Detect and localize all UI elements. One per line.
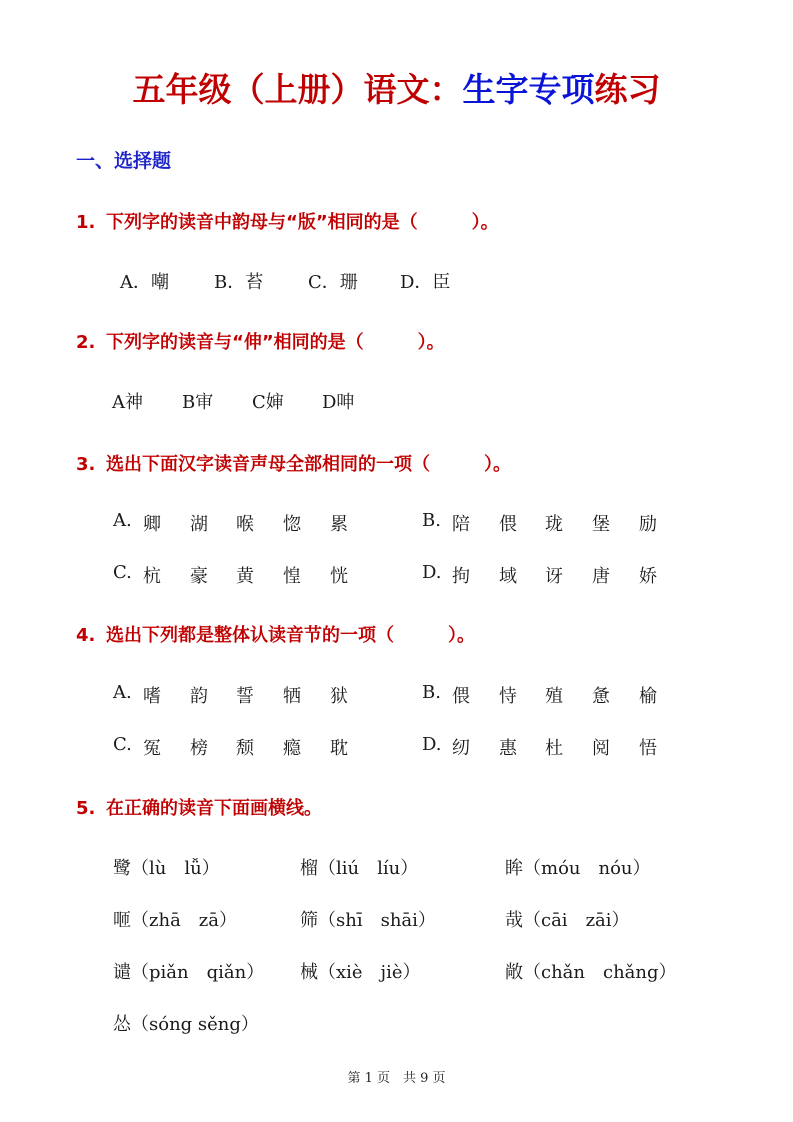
option-char: 颓 (236, 738, 254, 759)
pinyin-item: 哉（cāi zāi） (505, 910, 630, 931)
option-char: 榜 (190, 738, 208, 759)
option-char: 珑 (545, 514, 563, 535)
option-label: C. (113, 734, 132, 755)
option-char: 恃 (499, 686, 517, 707)
q2-option-d: D呻 (322, 392, 355, 413)
q1-option-a: A．嘲 (120, 272, 169, 293)
pinyin-item: 敞（chǎn chǎng） (505, 962, 677, 983)
page-title (0, 64, 793, 111)
option-label: A. (113, 510, 132, 531)
title-part-2: 生字专项 (462, 70, 595, 109)
option-label: D. (422, 734, 442, 755)
option-char: 黄 (236, 566, 254, 587)
pinyin-item: 榴（liú líu） (300, 858, 419, 879)
option-char: 累 (330, 514, 348, 535)
option-char: 惚 (283, 514, 301, 535)
option-char: 湖 (190, 514, 208, 535)
question-text: 选出下面汉字读音声母全部相同的一项（ ）。 (106, 454, 511, 475)
question-text: 下列字的读音中韵母与“版”相同的是（ ）。 (106, 212, 499, 233)
pinyin-item: 械（xiè jiè） (300, 962, 421, 983)
option-char: 狱 (330, 686, 348, 707)
question-text: 在正确的读音下面画横线。 (106, 798, 322, 819)
option-label: C. (113, 562, 132, 583)
question-number: 1. (76, 212, 96, 233)
pinyin-item: 咂（zhā zā） (113, 910, 238, 931)
option-char: 杜 (545, 738, 563, 759)
question-4 (76, 621, 475, 647)
option-char: 娇 (639, 566, 657, 587)
q1-option-c: C．珊 (308, 272, 358, 293)
option-char: 唐 (592, 566, 610, 587)
option-char: 悟 (639, 738, 657, 759)
option-char: 喉 (236, 514, 254, 535)
option-char: 殖 (545, 686, 563, 707)
q2-option-b: B审 (182, 392, 214, 413)
pinyin-item: 鹭（lù lǚ） (113, 858, 220, 879)
pinyin-item: 怂（sóng sěng） (113, 1014, 259, 1035)
option-char: 惠 (499, 738, 517, 759)
question-2 (76, 328, 445, 354)
question-number: 5. (76, 798, 96, 819)
option-char: 惫 (592, 686, 610, 707)
option-char: 偎 (499, 514, 517, 535)
option-char: 耽 (330, 738, 348, 759)
option-char: 冤 (143, 738, 161, 759)
option-char: 拘 (452, 566, 470, 587)
pinyin-item: 谴（piǎn qiǎn） (113, 962, 265, 983)
question-1 (76, 208, 499, 234)
question-text: 下列字的读音与“伸”相同的是（ ）。 (106, 332, 445, 353)
title-part-1: 五年级（上册）语文： (132, 70, 463, 109)
option-char: 陪 (452, 514, 470, 535)
option-char: 豪 (190, 566, 208, 587)
option-char: 瘾 (283, 738, 301, 759)
option-char: 阅 (592, 738, 610, 759)
question-number: 3. (76, 454, 96, 475)
question-number: 4. (76, 625, 96, 646)
pinyin-item: 眸（móu nóu） (505, 858, 651, 879)
pinyin-item: 筛（shī shāi） (300, 910, 436, 931)
option-char: 誓 (236, 686, 254, 707)
option-char: 嗜 (143, 686, 161, 707)
q1-option-d: D．臣 (400, 272, 451, 293)
option-label: A. (113, 682, 132, 703)
section-heading: 一、选择题 (76, 150, 172, 172)
option-char: 域 (499, 566, 517, 587)
option-char: 惶 (283, 566, 301, 587)
option-label: B. (422, 510, 441, 531)
q2-option-a: A神 (112, 392, 143, 413)
option-char: 偎 (452, 686, 470, 707)
question-3 (76, 450, 511, 476)
question-5 (76, 794, 322, 820)
option-label: B. (422, 682, 441, 703)
q1-option-b: B．苔 (214, 272, 264, 293)
option-char: 韵 (190, 686, 208, 707)
option-char: 牺 (283, 686, 301, 707)
option-char: 榆 (639, 686, 657, 707)
question-number: 2. (76, 332, 96, 353)
option-char: 卿 (143, 514, 161, 535)
option-char: 恍 (330, 566, 348, 587)
option-char: 励 (639, 514, 657, 535)
page-footer: 第 1 页 共 9 页 (347, 1071, 446, 1086)
option-char: 堡 (592, 514, 610, 535)
question-text: 选出下列都是整体认读音节的一项（ ）。 (106, 625, 475, 646)
q2-option-c: C婶 (252, 392, 284, 413)
title-part-3: 练习 (594, 70, 661, 109)
option-char: 讶 (545, 566, 563, 587)
option-label: D. (422, 562, 442, 583)
option-char: 纫 (452, 738, 470, 759)
option-char: 杭 (143, 566, 161, 587)
